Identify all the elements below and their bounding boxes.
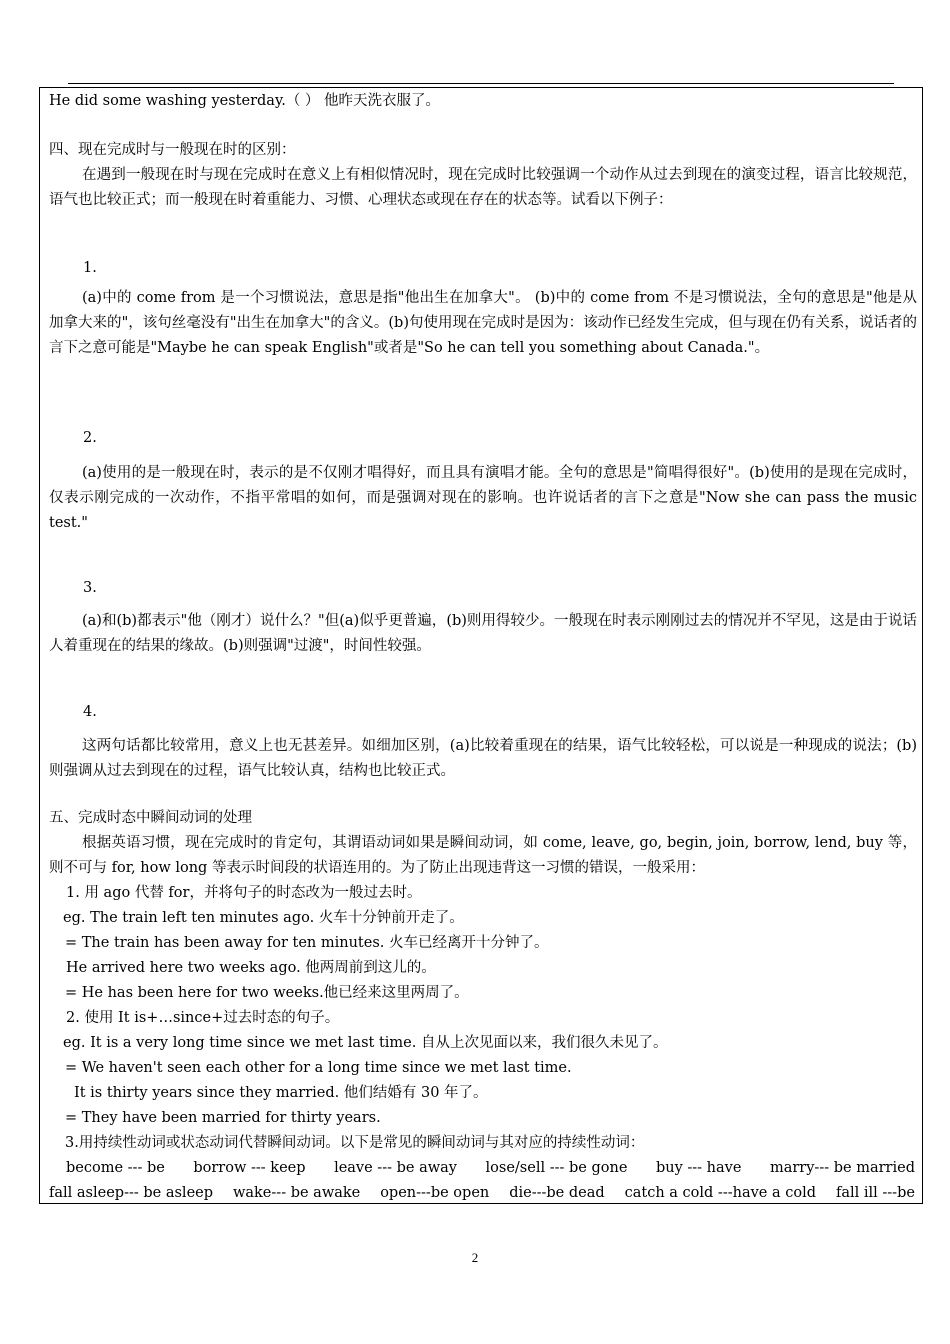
verb-pair: buy --- have (655, 1160, 742, 1176)
example-2-explanation: (a)使用的是一般现在时，表示的是不仅刚才唱得好，而且具有演唱才能。全句的意思是"简唱得很好"。(b)使用的是现在完成时，仅表示刚完成的一次动作，不指平常唱的如何，而是强调对现在的影响。也许说话者的言下之意是"Now she can pass the music test." (49, 465, 917, 531)
header-rule (68, 83, 894, 84)
rule-2-example-2-rewrite: = They have been married for thirty years. (65, 1110, 381, 1126)
rule-3: 3.用持续性动词或状态动词代替瞬间动词。以下是常见的瞬间动词与其对应的持续性动词： (65, 1135, 645, 1151)
section-4-intro: 在遇到一般现在时与现在完成时在意义上有相似情况时，现在完成时比较强调一个动作从过去到现在的演变过程，语言比较规范，语气也比较正式；而一般现在时着重能力、习惯、心理状态或现在存在的状态等。试看以下例子： (49, 167, 917, 208)
example-sentence: He did some washing yesterday.（ ） 他昨天洗衣服了。 (49, 93, 441, 109)
example-4-explanation: 这两句话都比较常用，意义上也无甚差异。如细加区别，(a)比较着重现在的结果，语气比较轻松，可以说是一种现成的说法；(b)则强调从过去到现在的过程，语气比较认真，结构也比较正式。 (49, 738, 917, 779)
verb-pair: die---be dead (509, 1185, 605, 1201)
verb-pair: catch a cold ---have a cold (624, 1185, 817, 1201)
rule-1: 1. 用 ago 代替 for，并将句子的时态改为一般过去时。 (66, 885, 422, 901)
rule-2-example-2: It is thirty years since they married. 他们结婚有 30 年了。 (74, 1085, 488, 1101)
verb-pair: lose/sell --- be gone (485, 1160, 628, 1176)
section-heading-4: 四、现在完成时与一般现在时的区别： (49, 142, 296, 158)
verb-pair: become --- be (66, 1160, 165, 1176)
section-5-intro: 根据英语习惯，现在完成时的肯定句，其谓语动词如果是瞬间动词，如 come, leave, go, begin, join, borrow, lend, buy 等，则不可与 for, how long 等表示时间段的状语连用的。为了防止出现违背这一习惯的错误，一般采用： (49, 835, 917, 876)
verb-pairs-row-2 (49, 1181, 915, 1206)
example-1-explanation: (a)中的 come from 是一个习惯说法，意思是指"他出生在加拿大"。 (b)中的 come from 不是习惯说法，全句的意思是"他是从加拿大来的"，该句丝毫没有"出生在加拿大"的含义。(b)句使用现在完成时是因为：该动作已经发生完成，但与现在仍有关系，说话者的言下之意可能是"Maybe he can speak English"或者是"So he can tell you something about Canada."。 (49, 290, 917, 356)
rule-1-example-1: eg. The train left ten minutes ago. 火车十分钟前开走了。 (63, 910, 464, 926)
rule-1-example-2-rewrite: = He has been here for two weeks.他已经来这里两周了。 (65, 985, 469, 1001)
verb-pair: leave --- be away (334, 1160, 457, 1176)
section-heading-5: 五、完成时态中瞬间动词的处理 (49, 810, 252, 826)
verb-pair: fall asleep--- be asleep (49, 1185, 214, 1201)
page-number: 2 (471, 1250, 479, 1265)
verb-pair: borrow --- keep (193, 1160, 306, 1176)
rule-1-example-2: He arrived here two weeks ago. 他两周前到这儿的。 (66, 960, 436, 976)
verb-pairs-row-1 (66, 1156, 915, 1181)
example-number-2: 2. (83, 430, 97, 446)
example-number-1: 1. (83, 260, 97, 276)
rule-1-example-1-rewrite: = The train has been away for ten minutes. 火车已经离开十分钟了。 (65, 935, 549, 951)
verb-pair: wake--- be awake (232, 1185, 361, 1201)
rule-2-example-1: eg. It is a very long time since we met last time. 自从上次见面以来，我们很久未见了。 (63, 1035, 668, 1051)
example-number-3: 3. (83, 580, 97, 596)
rule-2: 2. 使用 It is+…since+过去时态的句子。 (66, 1010, 340, 1026)
example-number-4: 4. (83, 704, 97, 720)
verb-pair: marry--- be married (769, 1160, 915, 1176)
verb-pair: fall ill ---be (835, 1185, 915, 1201)
example-3-explanation: (a)和(b)都表示"他（刚才）说什么？"但(a)似乎更普遍，(b)则用得较少。一般现在时表示刚刚过去的情况并不罕见，这是由于说话人着重现在的结果的缘故。(b)则强调"过渡"，时间性较强。 (49, 613, 917, 654)
verb-pair: open---be open (380, 1185, 490, 1201)
rule-2-example-1-rewrite: = We haven't seen each other for a long time since we met last time. (65, 1060, 572, 1076)
